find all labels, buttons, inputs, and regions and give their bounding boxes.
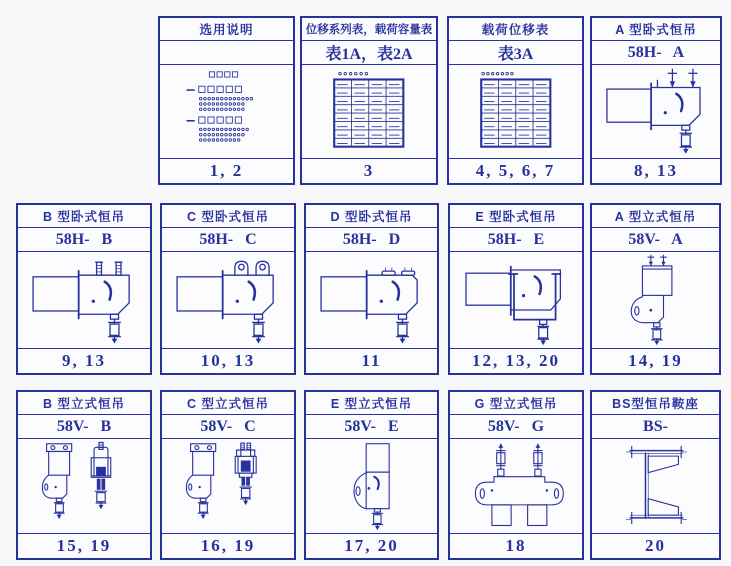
card-pages: 8, 13: [592, 158, 720, 183]
card-58v-c: [160, 390, 296, 560]
card-58h-a: [590, 16, 722, 185]
card-pages: 17, 20: [306, 533, 437, 558]
drawing-58h-e: [462, 254, 569, 345]
card-title: E 型立式恒吊: [306, 392, 437, 415]
card-title: D 型卧式恒吊: [306, 205, 437, 228]
card-pages: 11: [306, 348, 437, 373]
card-58v-e: [304, 390, 439, 560]
card-58v-a: [590, 203, 721, 375]
drawing-58h-a: [603, 67, 709, 155]
drawing-58v-e: [331, 441, 412, 530]
card-model: [160, 41, 293, 65]
card-58h-b: [16, 203, 152, 375]
card-model: 58V- G: [450, 415, 582, 439]
card-pages: 14, 19: [592, 348, 719, 373]
card-title: B 型卧式恒吊: [18, 205, 150, 228]
card-title: C 型卧式恒吊: [162, 205, 294, 228]
card-58v-b: [16, 390, 152, 560]
card-model: 58V- E: [306, 415, 437, 439]
card-title: B 型立式恒吊: [18, 392, 150, 415]
card-pages: 10, 13: [162, 348, 294, 373]
drawing-table-1a-2a: [315, 67, 423, 155]
card-pages: 16, 19: [162, 533, 294, 558]
card-model: 表1A，表2A: [302, 41, 436, 65]
card-selection-notes: [158, 16, 295, 185]
drawing-58v-a: [620, 254, 690, 345]
card-title: BS型恒吊鞍座: [592, 392, 719, 415]
card-pages: 18: [450, 533, 582, 558]
card-title: G 型立式恒吊: [450, 392, 582, 415]
card-title: 载荷位移表: [449, 18, 582, 41]
drawing-selection-doc: [169, 67, 284, 155]
card-model: 58H- B: [18, 228, 150, 252]
drawing-58v-c: [185, 441, 272, 530]
card-model: 58V- B: [18, 415, 150, 439]
card-58h-d: [304, 203, 439, 375]
drawing-58h-b: [29, 254, 138, 345]
drawing-table-3a: [462, 67, 570, 155]
card-title: 选用说明: [160, 18, 293, 41]
card-pages: 3: [302, 158, 436, 183]
card-model: 58H- E: [450, 228, 582, 252]
card-58h-e: [448, 203, 584, 375]
card-bs-saddle: [590, 390, 721, 560]
card-pages: 12, 13, 20: [450, 348, 582, 373]
card-model: 58V- A: [592, 228, 719, 252]
card-pages: 20: [592, 533, 719, 558]
card-title: C 型立式恒吊: [162, 392, 294, 415]
card-displacement-series-table: [300, 16, 438, 185]
drawing-bs-saddle: [618, 441, 694, 530]
card-model: 表3A: [449, 41, 582, 65]
card-pages: 9, 13: [18, 348, 150, 373]
card-model: 58H- A: [592, 41, 720, 65]
drawing-58v-b: [41, 441, 128, 530]
card-title: A 型卧式恒吊: [592, 18, 720, 41]
card-title: A 型立式恒吊: [592, 205, 719, 228]
card-58h-c: [160, 203, 296, 375]
card-model: BS-: [592, 415, 719, 439]
card-58v-g: [448, 390, 584, 560]
card-load-displacement-table: [447, 16, 584, 185]
drawing-58v-g: [461, 441, 571, 530]
card-model: 58H- C: [162, 228, 294, 252]
card-pages: 1, 2: [160, 158, 293, 183]
card-title: 位移系列表，载荷容量表: [302, 18, 436, 41]
card-pages: 4, 5, 6, 7: [449, 158, 582, 183]
card-model: 58H- D: [306, 228, 437, 252]
card-pages: 15, 19: [18, 533, 150, 558]
drawing-58h-d: [317, 254, 426, 345]
card-model: 58V- C: [162, 415, 294, 439]
drawing-58h-c: [173, 254, 282, 345]
card-title: E 型卧式恒吊: [450, 205, 582, 228]
